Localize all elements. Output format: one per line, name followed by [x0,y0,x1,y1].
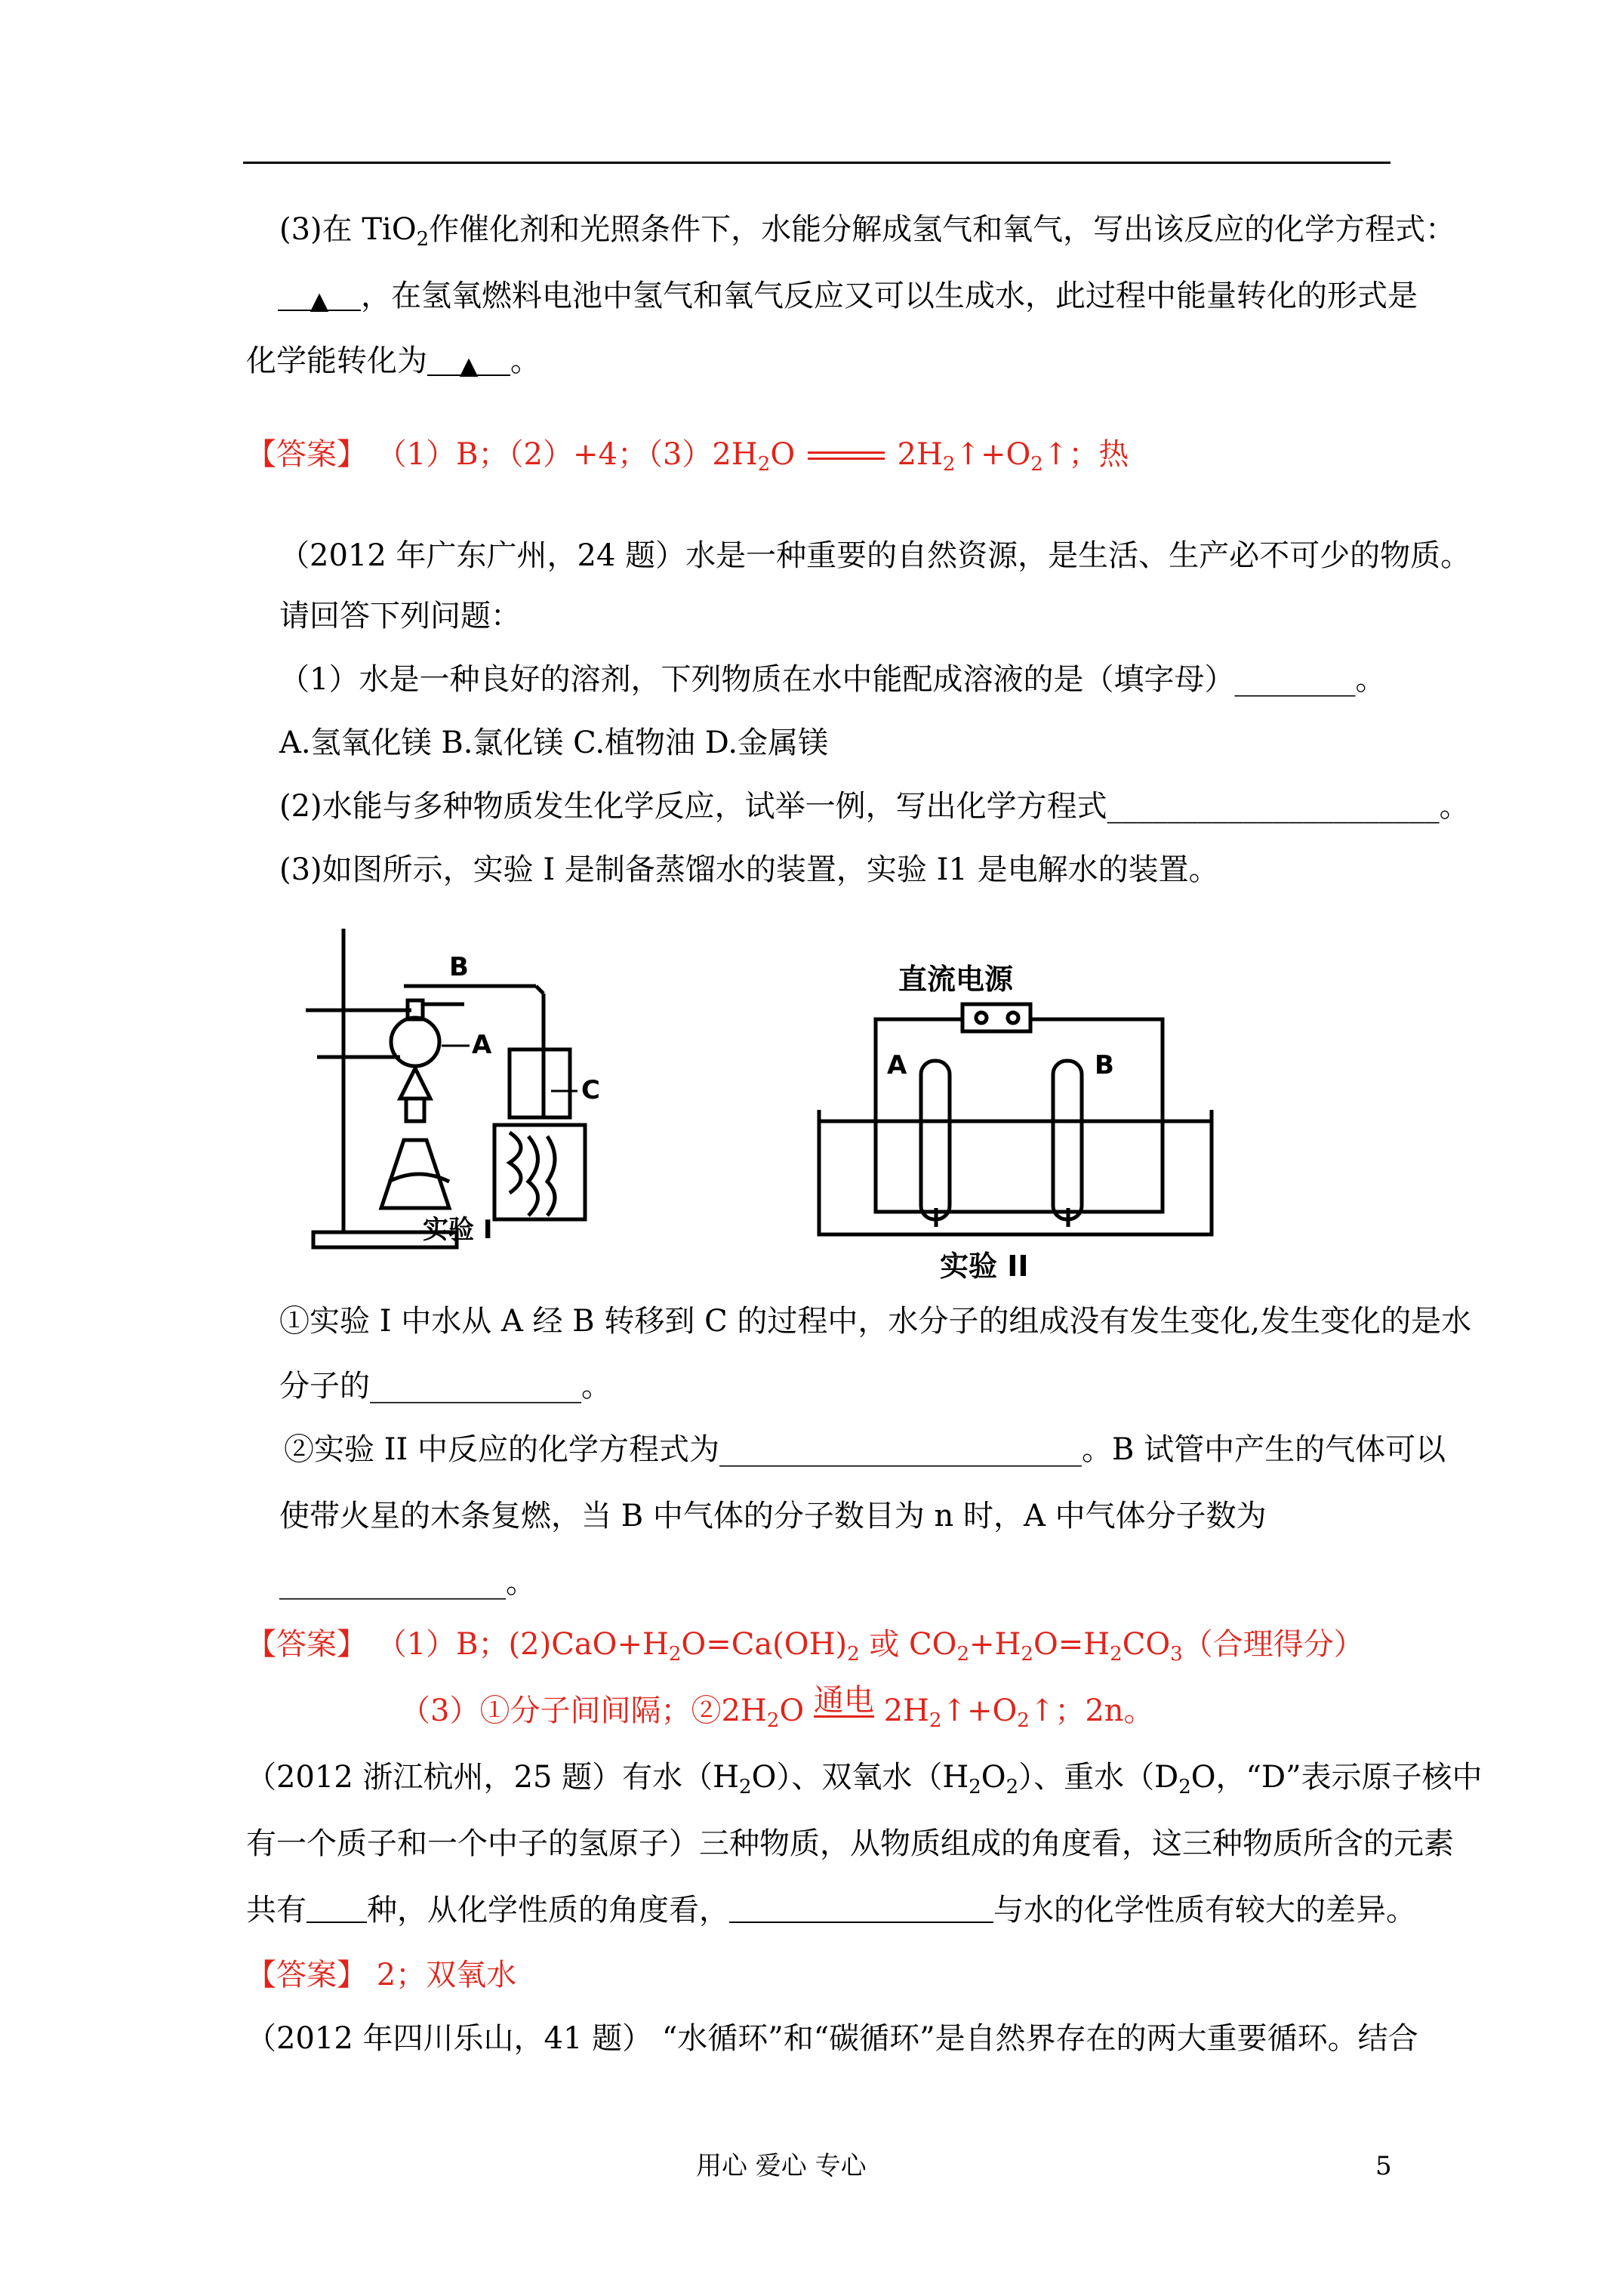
gz-line2: 请回答下列问题： [279,599,521,633]
answer-blank: ▲ [278,284,361,311]
answer-2-line1: 【答案】 （1）B；$(2)CaO+H_2O=Ca(OH)_2$ 或 $CO_2+H_2O=H_2CO_3$（合理得分） [246,1627,1364,1666]
subq2-line1: ②实验 II 中反应的化学方程式为________________________。B 试管中产生的气体可以 [284,1432,1446,1467]
gz-q1: （1）水是一种良好的溶剂，下列物质在水中能配成溶液的是（填字母）________。 [279,662,1386,697]
subq2-line3: _______________。 [279,1565,536,1600]
q3-line1: (3)在 TiO$_2$作催化剂和光照条件下，水能分解成氢气和氧气，写出该反应的化学方程式： [279,212,1456,251]
answer-blank [729,1896,993,1923]
label-a: A [472,1030,492,1060]
header-rule [243,162,1390,164]
answer-3: 【答案】 2；双氧水 [246,1958,517,1992]
subq1-line2: 分子的______________。 [279,1369,611,1404]
electrolysis-apparatus-figure [800,959,1223,1291]
page-number: 5 [1375,2151,1392,2181]
q3-line2: ▲ ，在氢氧燃料电池中氢气和氧气反应又可以生成水，此过程中能量转化的形式是 [278,281,1418,311]
hz-line3: 共有 种，从化学性质的角度看， 与水的化学性质有较大的差异。 [246,1893,1416,1928]
reaction-equals-sign [805,449,888,464]
tube-b-label: B [1095,1050,1114,1080]
electrolysis-condition: 通电 [813,1683,874,1718]
gz-q3: (3)如图所示，实验 I 是制备蒸馏水的装置，实验 I1 是电解水的装置。 [279,852,1219,887]
subq2-line2: 使带火星的木条复燃，当 B 中气体的分子数目为 n 时，A 中气体分子数为 [279,1499,1267,1533]
q3-line3: 化学能转化为 ▲ 。 [246,344,540,380]
answer-2-line2: （3）①分子间间隔；$②2H_2O$ 通电 $2H_2↑+O_2↑$；2n。 [400,1683,1154,1732]
distillation-apparatus-figure [302,921,619,1268]
label-c: C [581,1075,600,1105]
label-b: B [449,952,469,982]
hz-line1: （2012 浙江杭州，25 题）有水$(H_2O)$、双氧水$(H_2O_2)$、重水（$D_2O$，“D”表示原子核中 [246,1760,1483,1798]
gz-line1: （2012 年广东广州，24 题）水是一种重要的自然资源，是生活、生产必不可少的物质。 [279,538,1471,573]
answer-blank: ▲ [427,349,510,376]
power-source-label: 直流电源 [898,963,1014,996]
footer-motto: 用心 爱心 专心 [696,2151,867,2181]
answer-blank [306,1896,367,1923]
tube-a-label: A [887,1050,907,1080]
ls-line1: （2012 年四川乐山，41 题） “水循环”和“碳循环”是自然界存在的两大重要循环。结合 [246,2021,1418,2056]
figure2-caption: 实验 II [940,1250,1029,1283]
gz-options: A.氢氧化镁 B.氯化镁 C.植物油 D.金属镁 [279,726,829,760]
figure1-caption: 实验 I [423,1215,493,1245]
hz-line2: 有一个质子和一个中子的氢原子）三种物质，从物质组成的角度看，这三种物质所含的元素 [246,1826,1454,1861]
gz-q2: (2)水能与多种物质发生化学反应，试举一例，写出化学方程式______________________。 [279,789,1470,824]
subq1-line1: ①实验 I 中水从 A 经 B 转移到 C 的过程中，水分子的组成没有发生变化,发生变化的是水 [279,1304,1472,1339]
answer-1: 【答案】 （1）B；（2）+4；$(3)2H_2O$ $2H_2↑+O_2↑$；热 [246,437,1129,476]
